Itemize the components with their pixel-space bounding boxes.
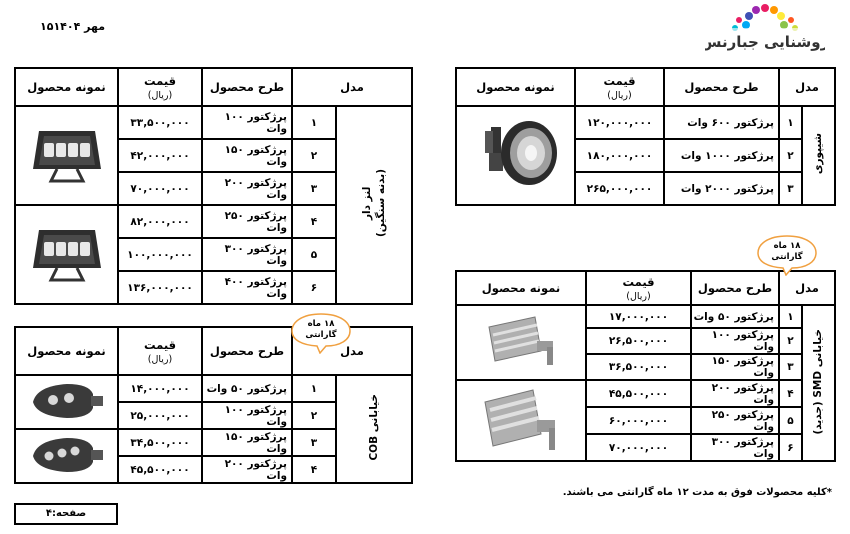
row-number: ۱ <box>779 106 802 139</box>
row-number: ۳ <box>779 354 802 380</box>
model-cell: خیابانی SMD (جدید) <box>802 305 835 461</box>
product-image-cob-street-light-large <box>15 429 118 483</box>
product-price: ۱۷,۰۰۰,۰۰۰ <box>586 305 691 328</box>
header-design: طرح محصول <box>202 327 292 375</box>
header-price: قیمت (ریال) <box>118 327 202 375</box>
row-number: ۳ <box>779 172 802 205</box>
row-number: ۲ <box>779 328 802 354</box>
row-number: ۱ <box>292 106 336 139</box>
product-design: پرژکتور ۱۰۰ وات <box>202 106 292 139</box>
product-design: پرژکتور ۱۵۰ وات <box>691 354 779 380</box>
row-number: ۵ <box>292 238 336 271</box>
warranty-bubble-cob: ۱۸ ماه گارانتی <box>290 312 352 354</box>
header-model: مدل <box>292 68 412 106</box>
row-number: ۴ <box>292 205 336 238</box>
header-model: مدل <box>292 327 412 375</box>
header-price: قیمت (ریال) <box>586 271 691 305</box>
header-sample: نمونه محصول <box>456 271 586 305</box>
product-price: ۳۶,۵۰۰,۰۰۰ <box>586 354 691 380</box>
page-number: صفحه:۴ <box>14 503 118 525</box>
product-design: پرژکتور ۱۰۰۰ وات <box>664 139 779 172</box>
product-image-stadium-light <box>456 106 575 205</box>
document-date: ۱۵مهر ۱۴۰۴ <box>40 20 106 33</box>
warranty-note: *کلیه محصولات فوق به مدت ۱۲ ماه گارانتی می باشند. <box>562 487 832 498</box>
model-cell: شیپوری <box>802 106 835 205</box>
product-design: پرژکتور ۲۰۰۰ وات <box>664 172 779 205</box>
row-number: ۵ <box>779 407 802 434</box>
product-design: پرژکتور ۳۰۰ وات <box>691 434 779 461</box>
product-image-lens-floodlight <box>15 205 118 304</box>
product-price: ۱۳۶,۰۰۰,۰۰۰ <box>118 271 202 304</box>
product-design: پرژکتور ۲۰۰ وات <box>202 172 292 205</box>
product-price: ۸۲,۰۰۰,۰۰۰ <box>118 205 202 238</box>
product-design: پرژکتور ۲۰۰ وات <box>202 456 292 483</box>
header-price: قیمت (ریال) <box>575 68 664 106</box>
product-design: پرژکتور ۱۵۰ وات <box>202 429 292 456</box>
product-price: ۳۴,۵۰۰,۰۰۰ <box>118 429 202 456</box>
product-image-lens-floodlight <box>15 106 118 205</box>
header-design: طرح محصول <box>691 271 779 305</box>
product-price: ۷۰,۰۰۰,۰۰۰ <box>118 172 202 205</box>
header-price: قیمت (ریال) <box>118 68 202 106</box>
product-image-cob-street-light <box>15 375 118 429</box>
product-price: ۱۸۰,۰۰۰,۰۰۰ <box>575 139 664 172</box>
product-price: ۲۶۵,۰۰۰,۰۰۰ <box>575 172 664 205</box>
product-design: پرژکتور ۵۰ وات <box>691 305 779 328</box>
header-design: طرح محصول <box>664 68 779 106</box>
row-number: ۲ <box>779 139 802 172</box>
header-sample: نمونه محصول <box>15 327 118 375</box>
product-price: ۲۵,۰۰۰,۰۰۰ <box>118 402 202 429</box>
model-cell: لنز دار (بدنه سنگین) <box>336 106 412 304</box>
product-price: ۱۰۰,۰۰۰,۰۰۰ <box>118 238 202 271</box>
product-design: پرژکتور ۶۰۰ وات <box>664 106 779 139</box>
product-price: ۳۳,۵۰۰,۰۰۰ <box>118 106 202 139</box>
product-price: ۱۲۰,۰۰۰,۰۰۰ <box>575 106 664 139</box>
product-price: ۴۵,۵۰۰,۰۰۰ <box>586 380 691 407</box>
header-sample: نمونه محصول <box>15 68 118 106</box>
product-design: پرژکتور ۴۰۰ وات <box>202 271 292 304</box>
product-design: پرژکتور ۲۰۰ وات <box>691 380 779 407</box>
table-smd-street-lights <box>455 270 836 462</box>
product-image-smd-street-light <box>456 305 586 380</box>
table-heavy-floodlights <box>455 67 836 206</box>
product-price: ۶۰,۰۰۰,۰۰۰ <box>586 407 691 434</box>
row-number: ۱ <box>779 305 802 328</box>
warranty-bubble-smd: ۱۸ ماه گارانتی <box>756 234 818 276</box>
row-number: ۳ <box>292 429 336 456</box>
product-design: پرژکتور ۲۵۰ وات <box>202 205 292 238</box>
product-price: ۱۴,۰۰۰,۰۰۰ <box>118 375 202 402</box>
row-number: ۱ <box>292 375 336 402</box>
row-number: ۲ <box>292 139 336 172</box>
product-design: پرژکتور ۳۰۰ وات <box>202 238 292 271</box>
product-design: پرژکتور ۵۰ وات <box>202 375 292 402</box>
row-number: ۳ <box>292 172 336 205</box>
product-price: ۷۰,۰۰۰,۰۰۰ <box>586 434 691 461</box>
product-design: پرژکتور ۱۰۰ وات <box>202 402 292 429</box>
model-cell: خیابانی COB <box>336 375 412 483</box>
product-design: پرژکتور ۱۰۰ وات <box>691 328 779 354</box>
product-price: ۲۶,۵۰۰,۰۰۰ <box>586 328 691 354</box>
row-number: ۶ <box>292 271 336 304</box>
row-number: ۲ <box>292 402 336 429</box>
row-number: ۴ <box>779 380 802 407</box>
row-number: ۴ <box>292 456 336 483</box>
product-design: پرژکتور ۱۵۰ وات <box>202 139 292 172</box>
table-cob-street-lights <box>14 326 413 484</box>
product-price: ۴۲,۰۰۰,۰۰۰ <box>118 139 202 172</box>
table-lens-floodlights <box>14 67 413 305</box>
header-model: مدل <box>779 68 835 106</box>
row-number: ۶ <box>779 434 802 461</box>
header-design: طرح محصول <box>202 68 292 106</box>
header-model: مدل <box>779 271 835 305</box>
product-design: پرژکتور ۲۵۰ وات <box>691 407 779 434</box>
product-image-smd-street-light-large <box>456 380 586 461</box>
logo-text: روشنایی جبارنس <box>705 33 825 51</box>
product-price: ۴۵,۵۰۰,۰۰۰ <box>118 456 202 483</box>
company-logo <box>705 2 825 54</box>
header-sample: نمونه محصول <box>456 68 575 106</box>
